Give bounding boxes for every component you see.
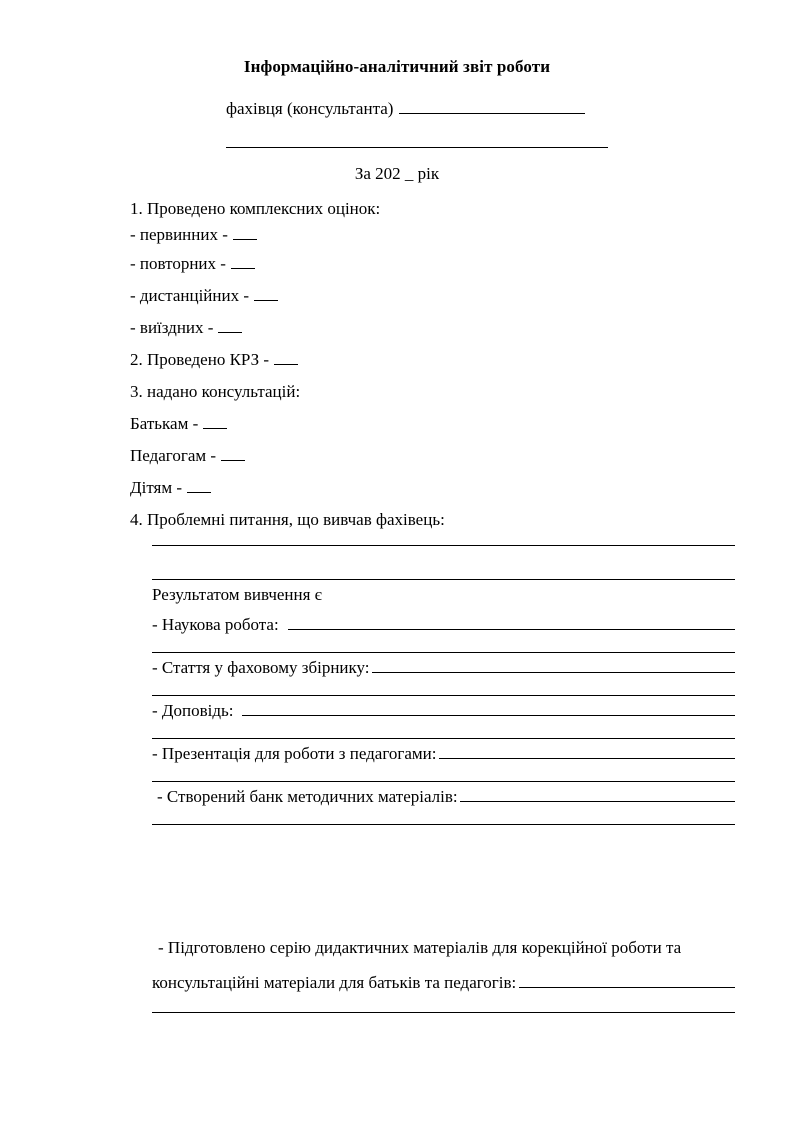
sub-label-primary: - первинних - [130, 225, 228, 244]
spacer [152, 726, 735, 738]
sub-label-onsite: - виїздних - [130, 318, 214, 337]
sub-label-remote: - дистанційних - [130, 286, 250, 305]
field-blank-report[interactable] [242, 698, 735, 716]
field-row-report [152, 696, 735, 726]
year-line: За 202 _ рік [354, 164, 440, 183]
field-blank-article[interactable] [372, 655, 735, 673]
specialist-second-blank-rule[interactable] [226, 147, 608, 148]
list-item-1-sub-3 [130, 280, 750, 312]
specialist-field-row [226, 96, 608, 120]
teachers-count-blank[interactable] [221, 446, 245, 461]
spacer [152, 546, 735, 579]
rule-after-materials-bank[interactable] [152, 824, 735, 825]
remote-count-blank[interactable] [254, 286, 278, 301]
final-paragraph-line-2-label: консультаційні матеріали для батьків та педагогів: [152, 973, 517, 992]
field-row-presentation [152, 739, 735, 769]
list-item-1-sub-1 [130, 222, 750, 248]
field-label-presentation: - Презентація для роботи з педагогами: [152, 744, 437, 763]
field-blank-scientific-work[interactable] [288, 612, 735, 630]
sub-label-children: Дітям - [130, 478, 183, 497]
field-label-materials-bank: - Створений банк методичних матеріалів: [157, 787, 458, 806]
field-blank-presentation[interactable] [439, 741, 735, 759]
sub-label-parents: Батькам - [130, 414, 199, 433]
parents-count-blank[interactable] [203, 414, 227, 429]
field-label-scientific-work: - Наукова робота: [152, 615, 279, 634]
sub-label-repeat: - повторних - [130, 254, 226, 273]
spacer [152, 812, 735, 824]
specialist-name-blank[interactable] [399, 96, 585, 114]
primary-count-blank[interactable] [233, 225, 257, 240]
repeat-count-blank[interactable] [231, 254, 255, 269]
spacer [152, 683, 735, 695]
field-blank-materials-bank[interactable] [460, 784, 735, 802]
field-row-article [152, 653, 735, 683]
onsite-count-blank[interactable] [218, 318, 242, 333]
specialist-label: фахівця (консультанта) [226, 99, 394, 118]
field-label-article: - Стаття у фаховому збірнику: [152, 658, 370, 677]
results-body [152, 545, 735, 825]
spacer [152, 640, 735, 652]
final-paragraph-block [152, 930, 735, 1013]
list-item-3-sub-1 [130, 408, 750, 440]
field-row-scientific-work [152, 610, 735, 640]
report-items-list [130, 196, 750, 536]
list-item-1-heading: 1. Проведено комплексних оцінок: [130, 199, 381, 218]
final-paragraph-line-1: - Підготовлено серію дидактичних матеріалів для корекційної роботи та [158, 938, 682, 957]
field-row-materials-bank [152, 782, 735, 812]
field-label-report: - Доповідь: [152, 701, 234, 720]
spacer [152, 769, 735, 781]
children-count-blank[interactable] [187, 478, 211, 493]
list-item-3-sub-3 [130, 472, 750, 504]
page-title: Інформаційно-аналітичний звіт роботи [243, 57, 551, 76]
list-item-1-sub-2 [130, 248, 750, 280]
list-item-3-sub-2 [130, 440, 750, 472]
list-item-1-sub-4 [130, 312, 750, 344]
list-item-4-heading: 4. Проблемні питання, що вивчав фахівець: [130, 510, 445, 529]
sub-label-teachers: Педагогам - [130, 446, 217, 465]
spacer [152, 1000, 735, 1012]
list-item-2 [130, 344, 750, 376]
list-item-2-label: 2. Проведено КРЗ - [130, 350, 269, 369]
results-heading: Результатом вивчення є [152, 585, 322, 604]
final-paragraph-blank[interactable] [519, 970, 735, 988]
final-paragraph-line-2 [152, 966, 735, 1000]
final-closing-rule[interactable] [152, 1012, 735, 1013]
krz-count-blank[interactable] [274, 350, 298, 365]
list-item-3-heading: 3. надано консультацій: [130, 382, 301, 401]
